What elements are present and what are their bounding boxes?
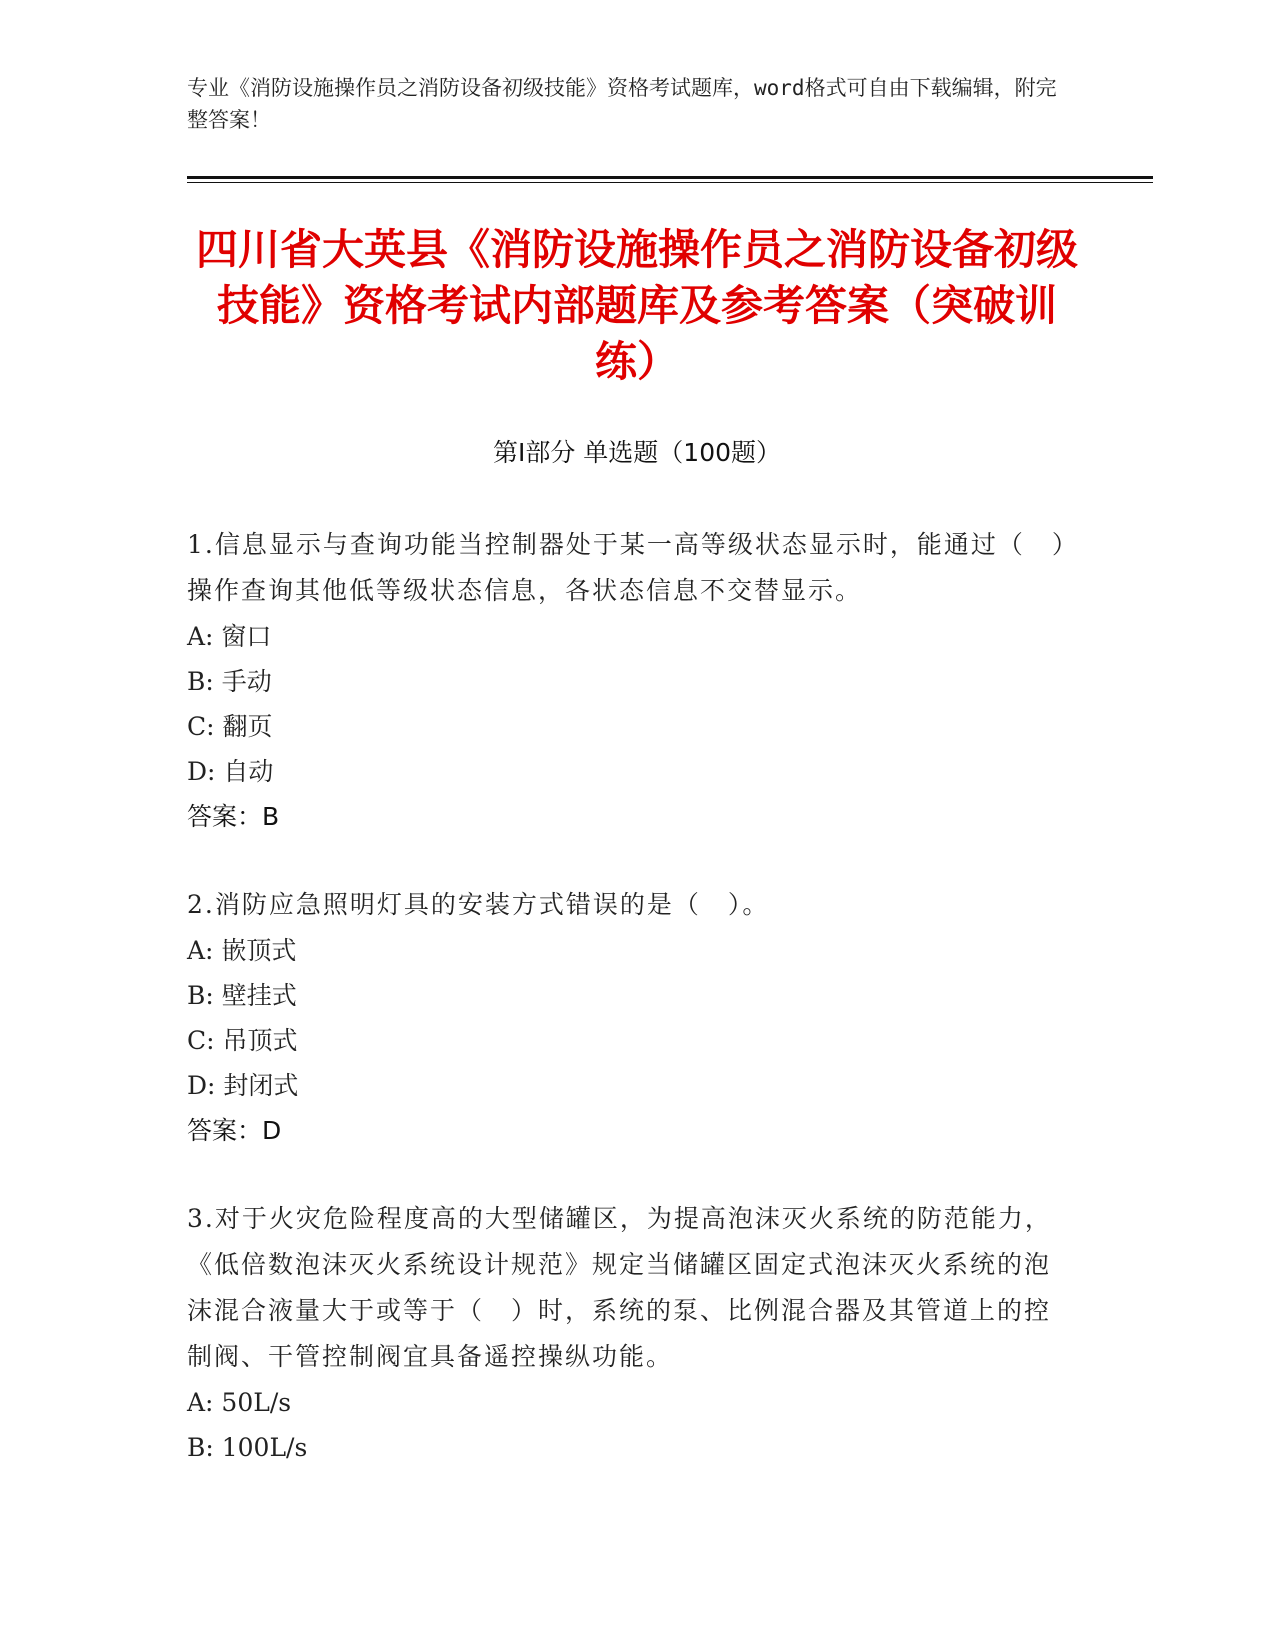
answer: 答案：B xyxy=(187,802,280,831)
question-stem: 3.对于火灾危险程度高的大型储罐区，为提高泡沫灭火系统的防范能力，《低倍数泡沫灭火系统设计规范》规定当储罐区固定式泡沫灭火系统的泡沫混合液量大于或等于（ ）时，系统的泵、比例混合器及其管道上的控制阀、干管控制阀宜具备遥控操纵功能。 xyxy=(187,1204,1052,1371)
option-b: B: 手动 xyxy=(187,667,272,696)
question-3 xyxy=(187,1196,1067,1470)
option-b: B: 壁挂式 xyxy=(187,981,297,1010)
option-a: A: 50L/s xyxy=(187,1388,292,1417)
header-divider-thick xyxy=(187,176,1153,179)
option-c: C: 翻页 xyxy=(187,712,273,741)
option-a: A: 窗口 xyxy=(187,622,272,651)
question-stem: 2.消防应急照明灯具的安装方式错误的是（ ）。 xyxy=(187,890,770,919)
option-b: B: 100L/s xyxy=(187,1433,308,1462)
question-stem: 1.信息显示与查询功能当控制器处于某一高等级状态显示时，能通过（ ）操作查询其他低等级状态信息，各状态信息不交替显示。 xyxy=(187,530,1067,605)
question-list xyxy=(187,522,1067,1512)
question-1 xyxy=(187,522,1067,840)
header-divider-thin xyxy=(187,182,1153,183)
option-a: A: 嵌顶式 xyxy=(187,936,297,965)
section-heading: 第Ⅰ部分 单选题（100题） xyxy=(492,438,782,467)
option-d: D: 自动 xyxy=(187,757,274,786)
option-c: C: 吊顶式 xyxy=(187,1026,298,1055)
answer: 答案：D xyxy=(187,1116,282,1145)
document-title: 四川省大英县《消防设施操作员之消防设备初级技能》资格考试内部题库及参考答案（突破训练） xyxy=(195,225,1078,386)
question-2 xyxy=(187,882,1067,1154)
header-note: 专业《消防设施操作员之消防设备初级技能》资格考试题库，word格式可自由下载编辑，附完整答案！ xyxy=(187,76,1057,132)
option-d: D: 封闭式 xyxy=(187,1071,299,1100)
